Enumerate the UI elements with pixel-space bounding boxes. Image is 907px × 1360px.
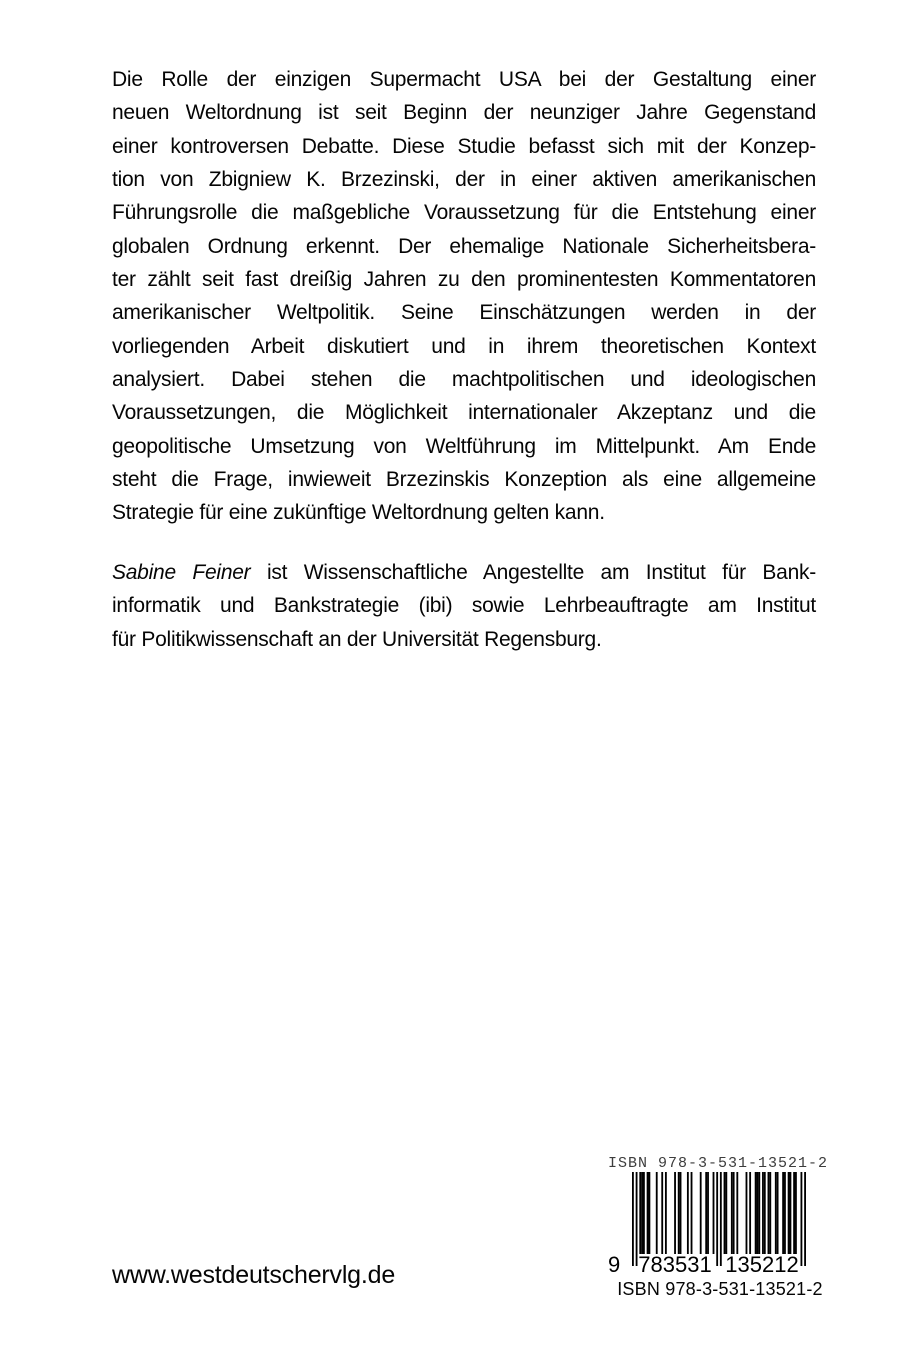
blurb-line: Die Rolle der einzigen Supermacht USA bei der Gestaltung einer xyxy=(112,68,816,91)
blurb-line: ter zählt seit fast dreißig Jahren zu den prominentesten Kommentatoren xyxy=(112,268,816,292)
blurb-line: steht die Frage, inwieweit Brzezinskis Konzeption als eine allgemeine xyxy=(112,468,816,492)
blurb-line: einer kontroversen Debatte. Diese Studie befasst sich mit der Konzep- xyxy=(112,134,816,158)
author-name: Sabine Feiner xyxy=(112,561,251,584)
bio-line-text: ist Wissenschaftliche Angestellte am Institut für Bank- xyxy=(250,561,817,584)
blurb-line: geopolitische Umsetzung von Weltführung im Mittelpunkt. Am Ende xyxy=(112,434,816,458)
bio-line: informatik und Bankstrategie (ibi) sowie Lehrbeauftragte am Institut xyxy=(112,594,816,618)
blurb-line: analysiert. Dabei stehen die machtpolitischen und ideologischen xyxy=(112,368,816,392)
barcode-digits-right: 135212 xyxy=(725,1252,799,1277)
author-bio xyxy=(112,556,816,656)
blurb-line: globalen Ordnung erkennt. Der ehemalige Nationale Sicherheitsbera- xyxy=(112,234,816,258)
bio-line xyxy=(112,556,816,589)
barcode-digits-left: 783531 xyxy=(638,1252,712,1277)
blurb-paragraph xyxy=(112,63,816,530)
blurb-line: neuen Weltordnung ist seit Beginn der neunziger Jahre Gegenstand xyxy=(112,101,816,125)
isbn-bottom-label: ISBN 978-3-531-13521-2 xyxy=(617,1279,823,1299)
barcode-digit-prefix: 9 xyxy=(608,1252,621,1277)
isbn-top-label: ISBN 978-3-531-13521-2 xyxy=(608,1155,829,1172)
bio-line: für Politikwissenschaft an der Universität Regensburg. xyxy=(112,627,602,651)
isbn-barcode-block xyxy=(600,1155,840,1305)
blurb-line: Voraussetzungen, die Möglichkeit internationaler Akzeptanz und die xyxy=(112,401,816,425)
blurb-line: Führungsrolle die maßgebliche Voraussetzung für die Entstehung einer xyxy=(112,201,816,225)
blurb-line: amerikanischer Weltpolitik. Seine Einschätzungen werden in der xyxy=(112,301,816,325)
publisher-website-url: www.westdeutschervlg.de xyxy=(112,1261,396,1289)
blurb-line: tion von Zbigniew K. Brzezinski, der in einer aktiven amerikanischen xyxy=(112,168,816,192)
blurb-line: vorliegenden Arbeit diskutiert und in ihrem theoretischen Kontext xyxy=(112,334,816,358)
blurb-line: Strategie für eine zukünftige Weltordnung gelten kann. xyxy=(112,501,605,525)
